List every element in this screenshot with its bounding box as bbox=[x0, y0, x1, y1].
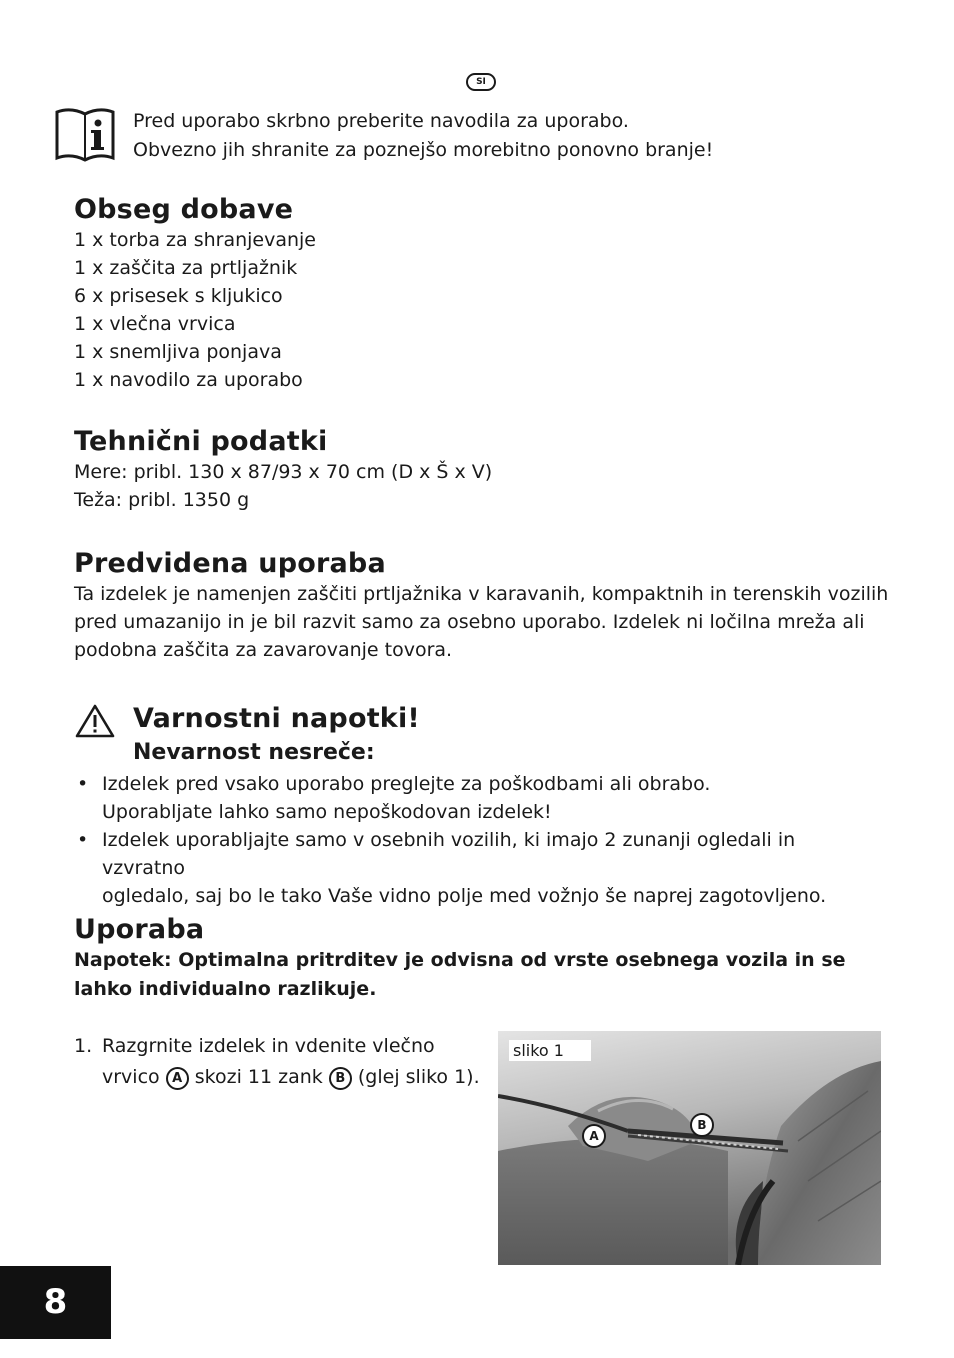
note-line: Napotek: Optimalna pritrditev je odvisna od vrste osebnega vozila in se bbox=[74, 949, 846, 971]
ref-a-marker: A bbox=[166, 1067, 189, 1090]
list-item: 6 x prisesek s kljukico bbox=[74, 285, 283, 307]
scope-list bbox=[74, 226, 316, 394]
figure-1-photo bbox=[498, 1031, 881, 1265]
intended-use-title: Predvidena uporaba bbox=[74, 548, 386, 579]
usage-section bbox=[74, 914, 846, 1004]
intro-text bbox=[133, 107, 713, 165]
list-item bbox=[74, 770, 874, 826]
note-line: lahko individualno razlikuje. bbox=[74, 978, 377, 1000]
bullet-line: Uporabljate lahko samo nepoškodovan izdelek! bbox=[102, 801, 552, 823]
bullet-line: • Izdelek pred vsako uporabo preglejte za poškodbami ali obrabo. bbox=[102, 773, 711, 795]
step-line: Razgrnite izdelek in vdenite vlečno bbox=[102, 1035, 435, 1057]
page-number: 8 bbox=[0, 1266, 111, 1339]
list-item: 1 x snemljiva ponjava bbox=[74, 341, 282, 363]
callout-b: B bbox=[690, 1113, 714, 1137]
text-line: Ta izdelek je namenjen zaščiti prtljažnika v karavanih, kompaktnih in terenskih vozilih bbox=[74, 583, 889, 605]
step-number: 1. bbox=[74, 1035, 93, 1057]
ref-b-marker: B bbox=[329, 1067, 352, 1090]
intro-line: Obvezno jih shranite za poznejšo morebitno ponovno branje! bbox=[133, 139, 714, 161]
scope-title: Obseg dobave bbox=[74, 194, 294, 225]
step-1 bbox=[74, 1031, 484, 1093]
step-text-part: skozi 11 zank bbox=[194, 1066, 323, 1088]
list-item: 1 x zaščita za prtljažnik bbox=[74, 257, 298, 279]
figure-label: sliko 1 bbox=[509, 1040, 591, 1061]
step-text-part: vrvico bbox=[102, 1066, 160, 1088]
callout-a: A bbox=[582, 1124, 606, 1148]
step-text bbox=[102, 1031, 484, 1093]
figure-1-illustration bbox=[498, 1031, 881, 1265]
safety-bullet-list bbox=[74, 770, 874, 910]
list-item: Mere: pribl. 130 x 87/93 x 70 cm (D x Š x V) bbox=[74, 461, 493, 483]
language-badge: SI bbox=[466, 73, 496, 91]
list-item: Teža: pribl. 1350 g bbox=[74, 489, 250, 511]
intended-use-text bbox=[74, 580, 888, 664]
specs-title: Tehnični podatki bbox=[74, 426, 328, 457]
intended-use-section bbox=[74, 548, 888, 664]
step-line bbox=[102, 1062, 484, 1093]
safety-subtitle: Nevarnost nesreče: bbox=[133, 740, 375, 765]
intro-line: Pred uporabo skrbno preberite navodila za uporabo. bbox=[133, 110, 629, 132]
usage-note bbox=[74, 946, 846, 1004]
text-line: podobna zaščita za zavarovanje tovora. bbox=[74, 639, 453, 661]
step-text-part: (glej sliko 1). bbox=[357, 1066, 480, 1088]
specs-section bbox=[74, 426, 492, 514]
text-line: pred umazanijo in je bil razvit samo za osebno uporabo. Izdelek ni ločilna mreža ali bbox=[74, 611, 865, 633]
list-item: 1 x vlečna vrvica bbox=[74, 313, 236, 335]
list-item bbox=[74, 826, 874, 910]
read-manual-info-icon bbox=[54, 106, 116, 162]
list-item: 1 x torba za shranjevanje bbox=[74, 229, 316, 251]
scope-section bbox=[74, 194, 316, 394]
warning-triangle-icon bbox=[74, 703, 116, 739]
specs-list bbox=[74, 458, 492, 514]
bullet-line: ogledalo, saj bo le tako Vaše vidno polje med vožnjo še naprej zagotovljeno. bbox=[102, 885, 827, 907]
usage-title: Uporaba bbox=[74, 914, 205, 945]
list-item: 1 x navodilo za uporabo bbox=[74, 369, 303, 391]
bullet-line: • Izdelek uporabljajte samo v osebnih vozilih, ki imajo 2 zunanji ogledali in vzvratno bbox=[102, 829, 796, 879]
safety-title: Varnostni napotki! bbox=[133, 703, 420, 734]
